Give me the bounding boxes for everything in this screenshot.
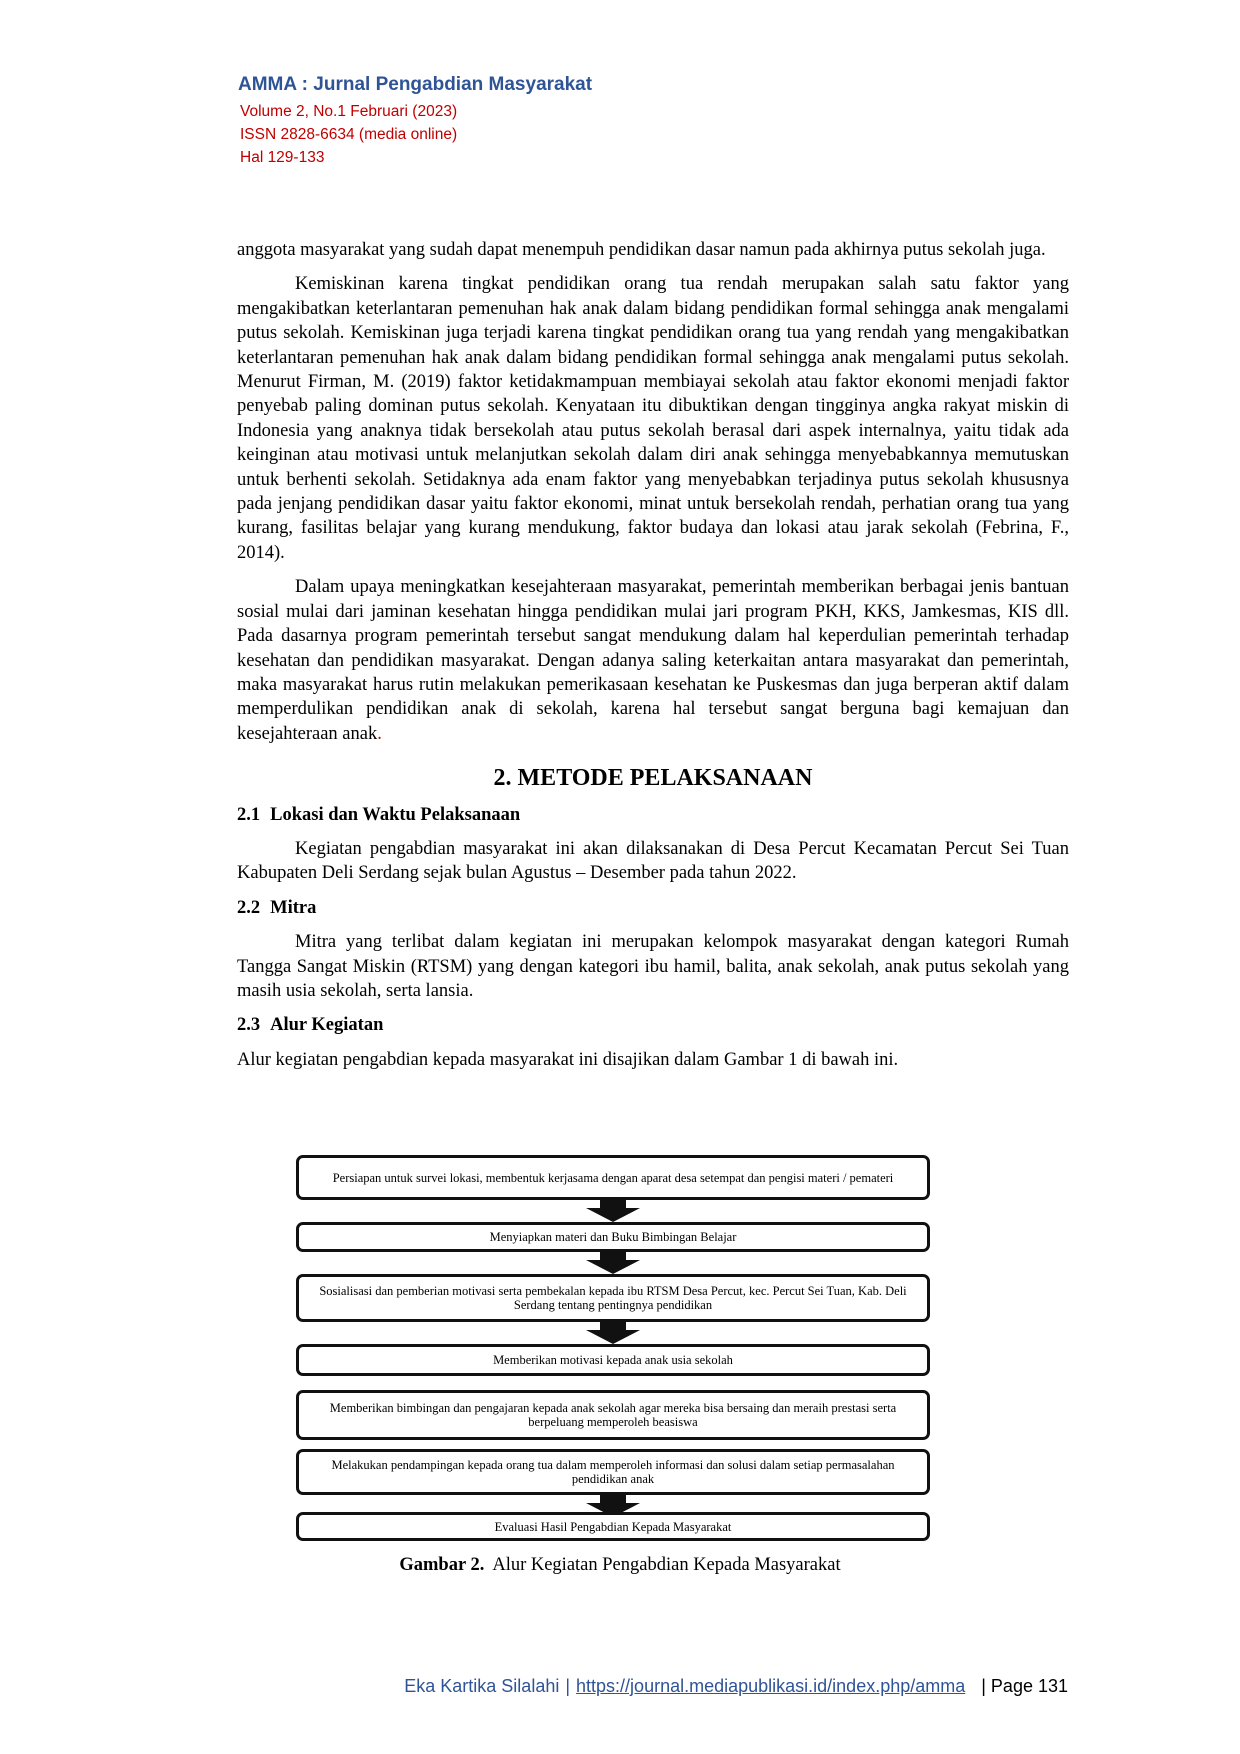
footer-journal-link[interactable]: https://journal.mediapublikasi.id/index.php/amma [576,1676,966,1696]
subsection-heading-2-1 [237,803,1069,827]
section-title: 2. METODE PELAKSANAAN [493,765,813,792]
journal-volume: Volume 2, No.1 Februari (2023) [240,103,458,120]
subsection-heading-2-2 [237,896,1069,920]
flow-step-1: Persiapan untuk survei lokasi, membentuk kerjasama dengan aparat desa setempat dan pengisi materi / pemateri [296,1155,930,1200]
figure-caption-text: Alur Kegiatan Pengabdian Kepada Masyarakat [492,1555,841,1575]
subsection-heading-2-3 [237,1013,1069,1037]
footer-author: Eka Kartika Silalahi [404,1676,560,1696]
paragraph-end-mark: . [377,723,382,744]
flow-step-7: Evaluasi Hasil Pengabdian Kepada Masyarakat [296,1512,930,1541]
down-arrow-icon [586,1252,640,1274]
page-footer [404,1676,1068,1697]
down-arrow-icon [586,1200,640,1222]
flow-step-2: Menyiapkan materi dan Buku Bimbingan Belajar [296,1222,930,1252]
article-body [237,238,1069,1082]
flow-step-3: Sosialisasi dan pemberian motivasi serta pembekalan kepada ibu RTSM Desa Percut, kec. Percut Sei Tuan, Kab. Deli Serdang tentang pentingnya pendidikan [296,1274,930,1322]
figure-label: Gambar 2. [399,1555,485,1575]
subsection-number: 2.2 [237,897,261,918]
paragraph-mitra: Mitra yang terlibat dalam kegiatan ini merupakan kelompok masyarakat dengan kategori Rumah Tangga Sangat Miskin (RTSM) yang dengan kategori ibu hamil, balita, anak sekolah, anak putus sekolah yang masih usia sekolah, serta lansia. [237,932,1069,1001]
flow-step-4: Memberikan motivasi kepada anak usia sekolah [296,1344,930,1376]
paragraph-bantuan-sosial [237,575,1069,746]
flow-step-6: Melakukan pendampingan kepada orang tua dalam memperoleh informasi dan solusi dalam setiap permasalahan pendidikan anak [296,1449,930,1495]
flow-step-5: Memberikan bimbingan dan pengajaran kepada anak sekolah agar mereka bisa bersaing dan meraih prestasi serta berpeluang memperoleh beasiswa [296,1390,930,1440]
subsection-number: 2.3 [237,1015,261,1036]
down-arrow-icon [586,1322,640,1344]
paragraph-continuation: anggota masyarakat yang sudah dapat menempuh pendidikan dasar namun pada akhirnya putus sekolah juga. [237,240,1046,260]
subsection-title: Mitra [270,897,317,918]
journal-issn: ISSN 2828-6634 (media online) [240,126,458,143]
paragraph-lokasi: Kegiatan pengabdian masyarakat ini akan dilaksanakan di Desa Percut Kecamatan Percut Sei Tuan Kabupaten Deli Serdang sejak bulan Agustus – Desember pada tahun 2022. [237,838,1069,884]
paragraph-alur: Alur kegiatan pengabdian kepada masyarakat ini disajikan dalam Gambar 1 di bawah ini. [237,1049,899,1070]
footer-separator: | [565,1676,571,1696]
journal-pages: Hal 129-133 [240,149,325,166]
paragraph-bantuan-sosial-text: Dalam upaya meningkatkan kesejahteraan masyarakat, pemerintah memberikan berbagai jenis bantuan sosial mulai dari jaminan kesehatan hingga pendidikan mulai jari program PKH, KKS, Jamkesmas, KIS dll. Pada dasarnya program pemerintah tersebut sangat mendukung dalam hal keperdulian pemerintah terhadap kesehatan dan pendidikan masyarakat. Dengan adanya saling keterkaitan antara masyarakat dan pemerintah, maka masyarakat harus rutin melakukan pemerikasaan kesehatan ke Puskesmas dan juga berperan aktif dalam memperdulikan pendidikan anak di sekolah, karena hal tersebut sangat berguna bagi kemajuan dan kesejahteraan anak [237,577,1069,744]
subsection-title: Lokasi dan Waktu Pelaksanaan [270,804,521,825]
journal-title: AMMA : Jurnal Pengabdian Masyarakat [238,74,593,95]
figure-caption [0,1555,1240,1576]
subsection-number: 2.1 [237,804,261,825]
footer-page-number: | Page 131 [981,1676,1068,1696]
journal-header [238,74,592,169]
paragraph-kemiskinan: Kemiskinan karena tingkat pendidikan orang tua rendah merupakan salah satu faktor yang mengakibatkan keterlantaran pemenuhan hak anak dalam bidang pendidikan formal sehingga anak mengalami putus sekolah. Kemiskinan juga terjadi karena tingkat pendidikan orang tua yang rendah yang mengakibatkan keterlantaran pemenuhan hak anak dalam bidang pendidikan formal sehingga anak mengalami putus sekolah. Menurut Firman, M. (2019) faktor ketidakmampuan membiayai sekolah atau faktor ekonomi menjadi faktor penyebab paling dominan putus sekolah. Kenyataan itu dibuktikan dengan tingginya angka rakyat miskin di Indonesia yang anaknya tidak bersekolah atau putus sekolah berasal dari aspek internalnya, yaitu tidak ada keinginan atau motivasi untuk melanjutkan sekolah dalam diri anak sehingga menyebabkannya memutuskan untuk berhenti sekolah. Setidaknya ada enam faktor yang menyebabkan terjadinya putus sekolah khususnya pada jenjang pendidikan dasar yaitu faktor ekonomi, minat untuk bersekolah rendah, perhatian orang tua yang kurang, fasilitas belajar yang kurang mendukung, faktor budaya dan lokasi atau jarak sekolah (Febrina, F., 2014). [237,274,1069,563]
subsection-title: Alur Kegiatan [270,1015,384,1036]
